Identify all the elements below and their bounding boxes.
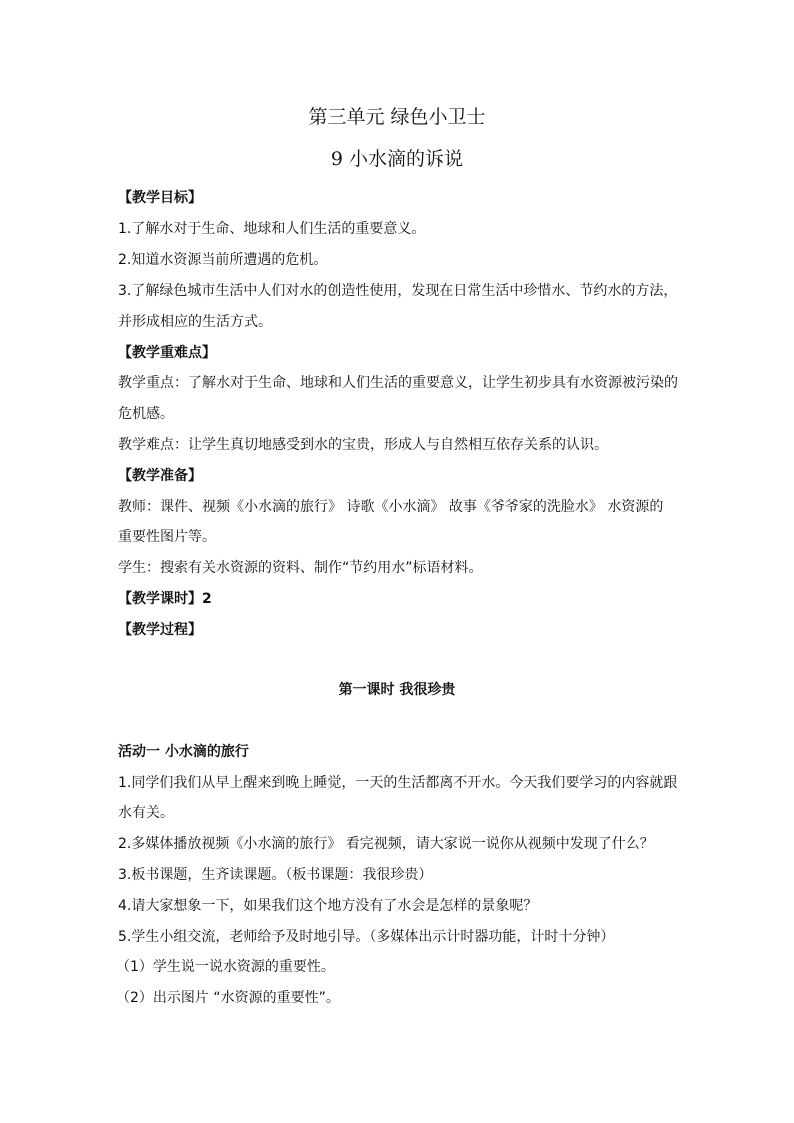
step-1-line-2: 水有关。 [118,805,174,821]
key-point-line-2: 危机感。 [118,406,174,422]
unit-title: 第三单元 绿色小卫士 [308,106,486,128]
lesson-title: 9 小水滴的诉说 [330,148,464,170]
sub-step-2: （2）出示图片 “水资源的重要性”。 [116,990,340,1006]
key-point-line-1: 教学重点：了解水对于生命、地球和人们生活的重要意义，让学生初步具有水资源被污染的 [118,375,678,391]
class-hours: 【教学课时】2 [118,591,212,607]
difficulty-point: 教学难点：让学生真切地感受到水的宝贵，形成人与自然相互依存关系的认识。 [118,437,608,453]
key-points-heading: 【教学重难点】 [118,345,216,361]
step-1-line-1: 1.同学们我们从早上醒来到晚上睡觉，一天的生活都离不开水。今天我们要学习的内容就跟 [118,775,678,791]
teacher-prep-line-1: 教师：课件、视频《小水滴的旅行》 诗歌《小水滴》 故事《爷爷家的洗脸水》 水资源的 [118,499,664,515]
student-prep: 学生：搜索有关水资源的资料、制作“节约用水”标语材料。 [118,560,483,576]
sub-step-1: （1）学生说一说水资源的重要性。 [116,959,335,975]
goal-3-line-2: 并形成相应的生活方式。 [118,314,272,330]
activity-one-title: 活动一 小水滴的旅行 [118,744,249,760]
goals-heading: 【教学目标】 [118,190,202,206]
teacher-prep-line-2: 重要性图片等。 [118,529,216,545]
preparation-heading: 【教学准备】 [118,468,202,484]
goal-2: 2.知道水资源当前所遭遇的危机。 [118,252,328,268]
step-5: 5.学生小组交流，老师给予及时地引导。（多媒体出示计时器功能，计时十分钟） [118,929,615,945]
goal-1: 1.了解水对于生命、地球和人们生活的重要意义。 [118,221,426,237]
step-2: 2.多媒体播放视频《小水滴的旅行》 看完视频，请大家说一说你从视频中发现了什么？ [118,836,654,852]
lesson-one-heading: 第一课时 我很珍贵 [338,682,456,698]
step-3: 3.板书课题，生齐读课题。（板书课题：我很珍贵） [118,867,433,883]
goal-3-line-1: 3.了解绿色城市生活中人们对水的创造性使用，发现在日常生活中珍惜水、节约水的方法， [118,283,678,299]
process-heading: 【教学过程】 [118,622,202,638]
step-4: 4.请大家想象一下，如果我们这个地方没有了水会是怎样的景象呢？ [118,898,538,914]
